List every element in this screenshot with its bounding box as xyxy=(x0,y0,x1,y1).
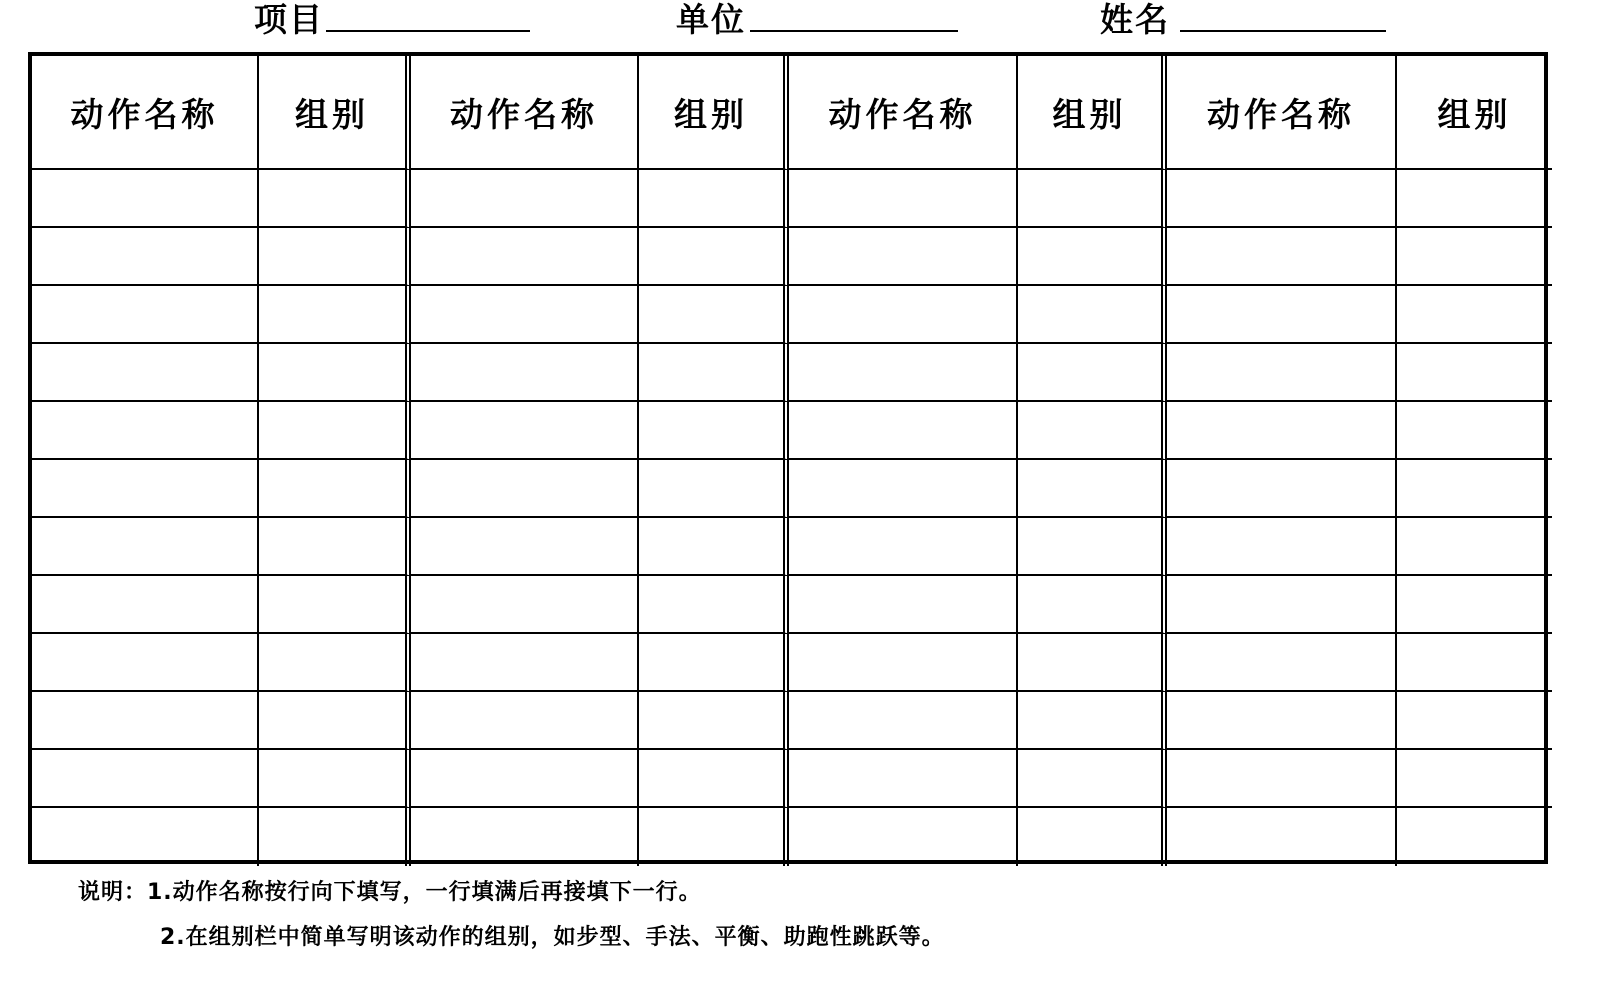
group-cell[interactable] xyxy=(1018,808,1167,866)
group-cell[interactable] xyxy=(1018,576,1167,634)
action-name-cell[interactable] xyxy=(1167,286,1397,344)
group-cell[interactable] xyxy=(1397,750,1552,808)
group-cell[interactable] xyxy=(1397,402,1552,460)
action-name-cell[interactable] xyxy=(411,344,639,402)
group-cell[interactable] xyxy=(1018,518,1167,576)
note-line-1: 说明：1.动作名称按行向下填写，一行填满后再接填下一行。 xyxy=(78,880,702,905)
group-cell[interactable] xyxy=(259,402,411,460)
header-action-name: 动作名称 xyxy=(32,56,259,170)
action-name-cell[interactable] xyxy=(789,518,1018,576)
header-action-name: 动作名称 xyxy=(789,56,1018,170)
group-cell[interactable] xyxy=(259,634,411,692)
group-cell[interactable] xyxy=(1397,634,1552,692)
group-cell[interactable] xyxy=(639,344,789,402)
action-name-cell[interactable] xyxy=(1167,170,1397,228)
group-cell[interactable] xyxy=(1018,228,1167,286)
group-cell[interactable] xyxy=(639,808,789,866)
action-name-cell[interactable] xyxy=(411,576,639,634)
action-name-cell[interactable] xyxy=(1167,402,1397,460)
group-cell[interactable] xyxy=(1018,402,1167,460)
group-cell[interactable] xyxy=(1397,170,1552,228)
action-name-cell[interactable] xyxy=(32,228,259,286)
group-cell[interactable] xyxy=(1397,460,1552,518)
action-name-cell[interactable] xyxy=(32,344,259,402)
action-name-cell[interactable] xyxy=(32,170,259,228)
group-cell[interactable] xyxy=(259,460,411,518)
header-action-name: 动作名称 xyxy=(411,56,639,170)
action-name-cell[interactable] xyxy=(32,750,259,808)
action-name-cell[interactable] xyxy=(789,460,1018,518)
group-cell[interactable] xyxy=(1018,286,1167,344)
action-name-cell[interactable] xyxy=(411,402,639,460)
action-name-cell[interactable] xyxy=(789,170,1018,228)
action-name-cell[interactable] xyxy=(1167,518,1397,576)
action-name-cell[interactable] xyxy=(32,808,259,866)
action-name-cell[interactable] xyxy=(411,460,639,518)
group-cell[interactable] xyxy=(1397,808,1552,866)
group-cell[interactable] xyxy=(1397,228,1552,286)
action-name-cell[interactable] xyxy=(1167,634,1397,692)
group-cell[interactable] xyxy=(639,286,789,344)
header-group: 组别 xyxy=(1018,56,1167,170)
group-cell[interactable] xyxy=(1397,518,1552,576)
action-name-cell[interactable] xyxy=(1167,808,1397,866)
action-name-cell[interactable] xyxy=(789,634,1018,692)
group-cell[interactable] xyxy=(259,750,411,808)
group-cell[interactable] xyxy=(1397,692,1552,750)
group-cell[interactable] xyxy=(639,750,789,808)
unit-field[interactable] xyxy=(750,30,958,32)
action-name-cell[interactable] xyxy=(32,576,259,634)
action-name-cell[interactable] xyxy=(32,634,259,692)
group-cell[interactable] xyxy=(1397,576,1552,634)
action-name-cell[interactable] xyxy=(411,750,639,808)
action-name-cell[interactable] xyxy=(32,692,259,750)
header-group: 组别 xyxy=(1397,56,1552,170)
group-cell[interactable] xyxy=(639,634,789,692)
group-cell[interactable] xyxy=(1018,634,1167,692)
action-name-cell[interactable] xyxy=(789,344,1018,402)
project-field[interactable] xyxy=(326,30,530,32)
group-cell[interactable] xyxy=(639,402,789,460)
action-name-cell[interactable] xyxy=(789,402,1018,460)
header-group: 组别 xyxy=(639,56,789,170)
project-label: 项目 xyxy=(254,0,324,39)
group-cell[interactable] xyxy=(1397,344,1552,402)
name-field[interactable] xyxy=(1180,30,1386,32)
action-name-cell[interactable] xyxy=(1167,692,1397,750)
header-group: 组别 xyxy=(259,56,411,170)
action-name-cell[interactable] xyxy=(411,634,639,692)
group-cell[interactable] xyxy=(1018,692,1167,750)
note-line-2: 2.在组别栏中简单写明该动作的组别，如步型、手法、平衡、助跑性跳跃等。 xyxy=(160,925,945,950)
group-cell[interactable] xyxy=(639,228,789,286)
group-cell[interactable] xyxy=(1397,286,1552,344)
action-name-cell[interactable] xyxy=(789,228,1018,286)
action-name-cell[interactable] xyxy=(411,228,639,286)
group-cell[interactable] xyxy=(1018,750,1167,808)
action-name-cell[interactable] xyxy=(411,692,639,750)
group-cell[interactable] xyxy=(639,460,789,518)
action-name-cell[interactable] xyxy=(1167,576,1397,634)
group-cell[interactable] xyxy=(639,170,789,228)
group-cell[interactable] xyxy=(259,344,411,402)
unit-label: 单位 xyxy=(676,0,746,39)
action-name-cell[interactable] xyxy=(32,286,259,344)
action-name-cell[interactable] xyxy=(32,402,259,460)
action-name-cell[interactable] xyxy=(1167,460,1397,518)
group-cell[interactable] xyxy=(259,518,411,576)
header-action-name: 动作名称 xyxy=(1167,56,1397,170)
action-name-cell[interactable] xyxy=(789,750,1018,808)
action-name-cell[interactable] xyxy=(1167,228,1397,286)
action-name-cell[interactable] xyxy=(411,286,639,344)
group-cell[interactable] xyxy=(639,576,789,634)
action-name-cell[interactable] xyxy=(32,460,259,518)
group-cell[interactable] xyxy=(1018,170,1167,228)
action-name-cell[interactable] xyxy=(32,518,259,576)
group-cell[interactable] xyxy=(259,808,411,866)
action-name-cell[interactable] xyxy=(789,692,1018,750)
action-name-cell[interactable] xyxy=(411,170,639,228)
action-name-cell[interactable] xyxy=(1167,344,1397,402)
group-cell[interactable] xyxy=(639,518,789,576)
group-cell[interactable] xyxy=(259,228,411,286)
action-name-cell[interactable] xyxy=(789,286,1018,344)
action-name-cell[interactable] xyxy=(789,808,1018,866)
action-name-cell[interactable] xyxy=(789,576,1018,634)
group-cell[interactable] xyxy=(639,692,789,750)
group-cell[interactable] xyxy=(259,692,411,750)
action-name-cell[interactable] xyxy=(411,808,639,866)
name-label: 姓名 xyxy=(1100,0,1170,39)
action-table xyxy=(28,52,1548,864)
action-name-cell[interactable] xyxy=(411,518,639,576)
group-cell[interactable] xyxy=(1018,460,1167,518)
action-name-cell[interactable] xyxy=(1167,750,1397,808)
group-cell[interactable] xyxy=(259,170,411,228)
group-cell[interactable] xyxy=(1018,344,1167,402)
group-cell[interactable] xyxy=(259,576,411,634)
group-cell[interactable] xyxy=(259,286,411,344)
